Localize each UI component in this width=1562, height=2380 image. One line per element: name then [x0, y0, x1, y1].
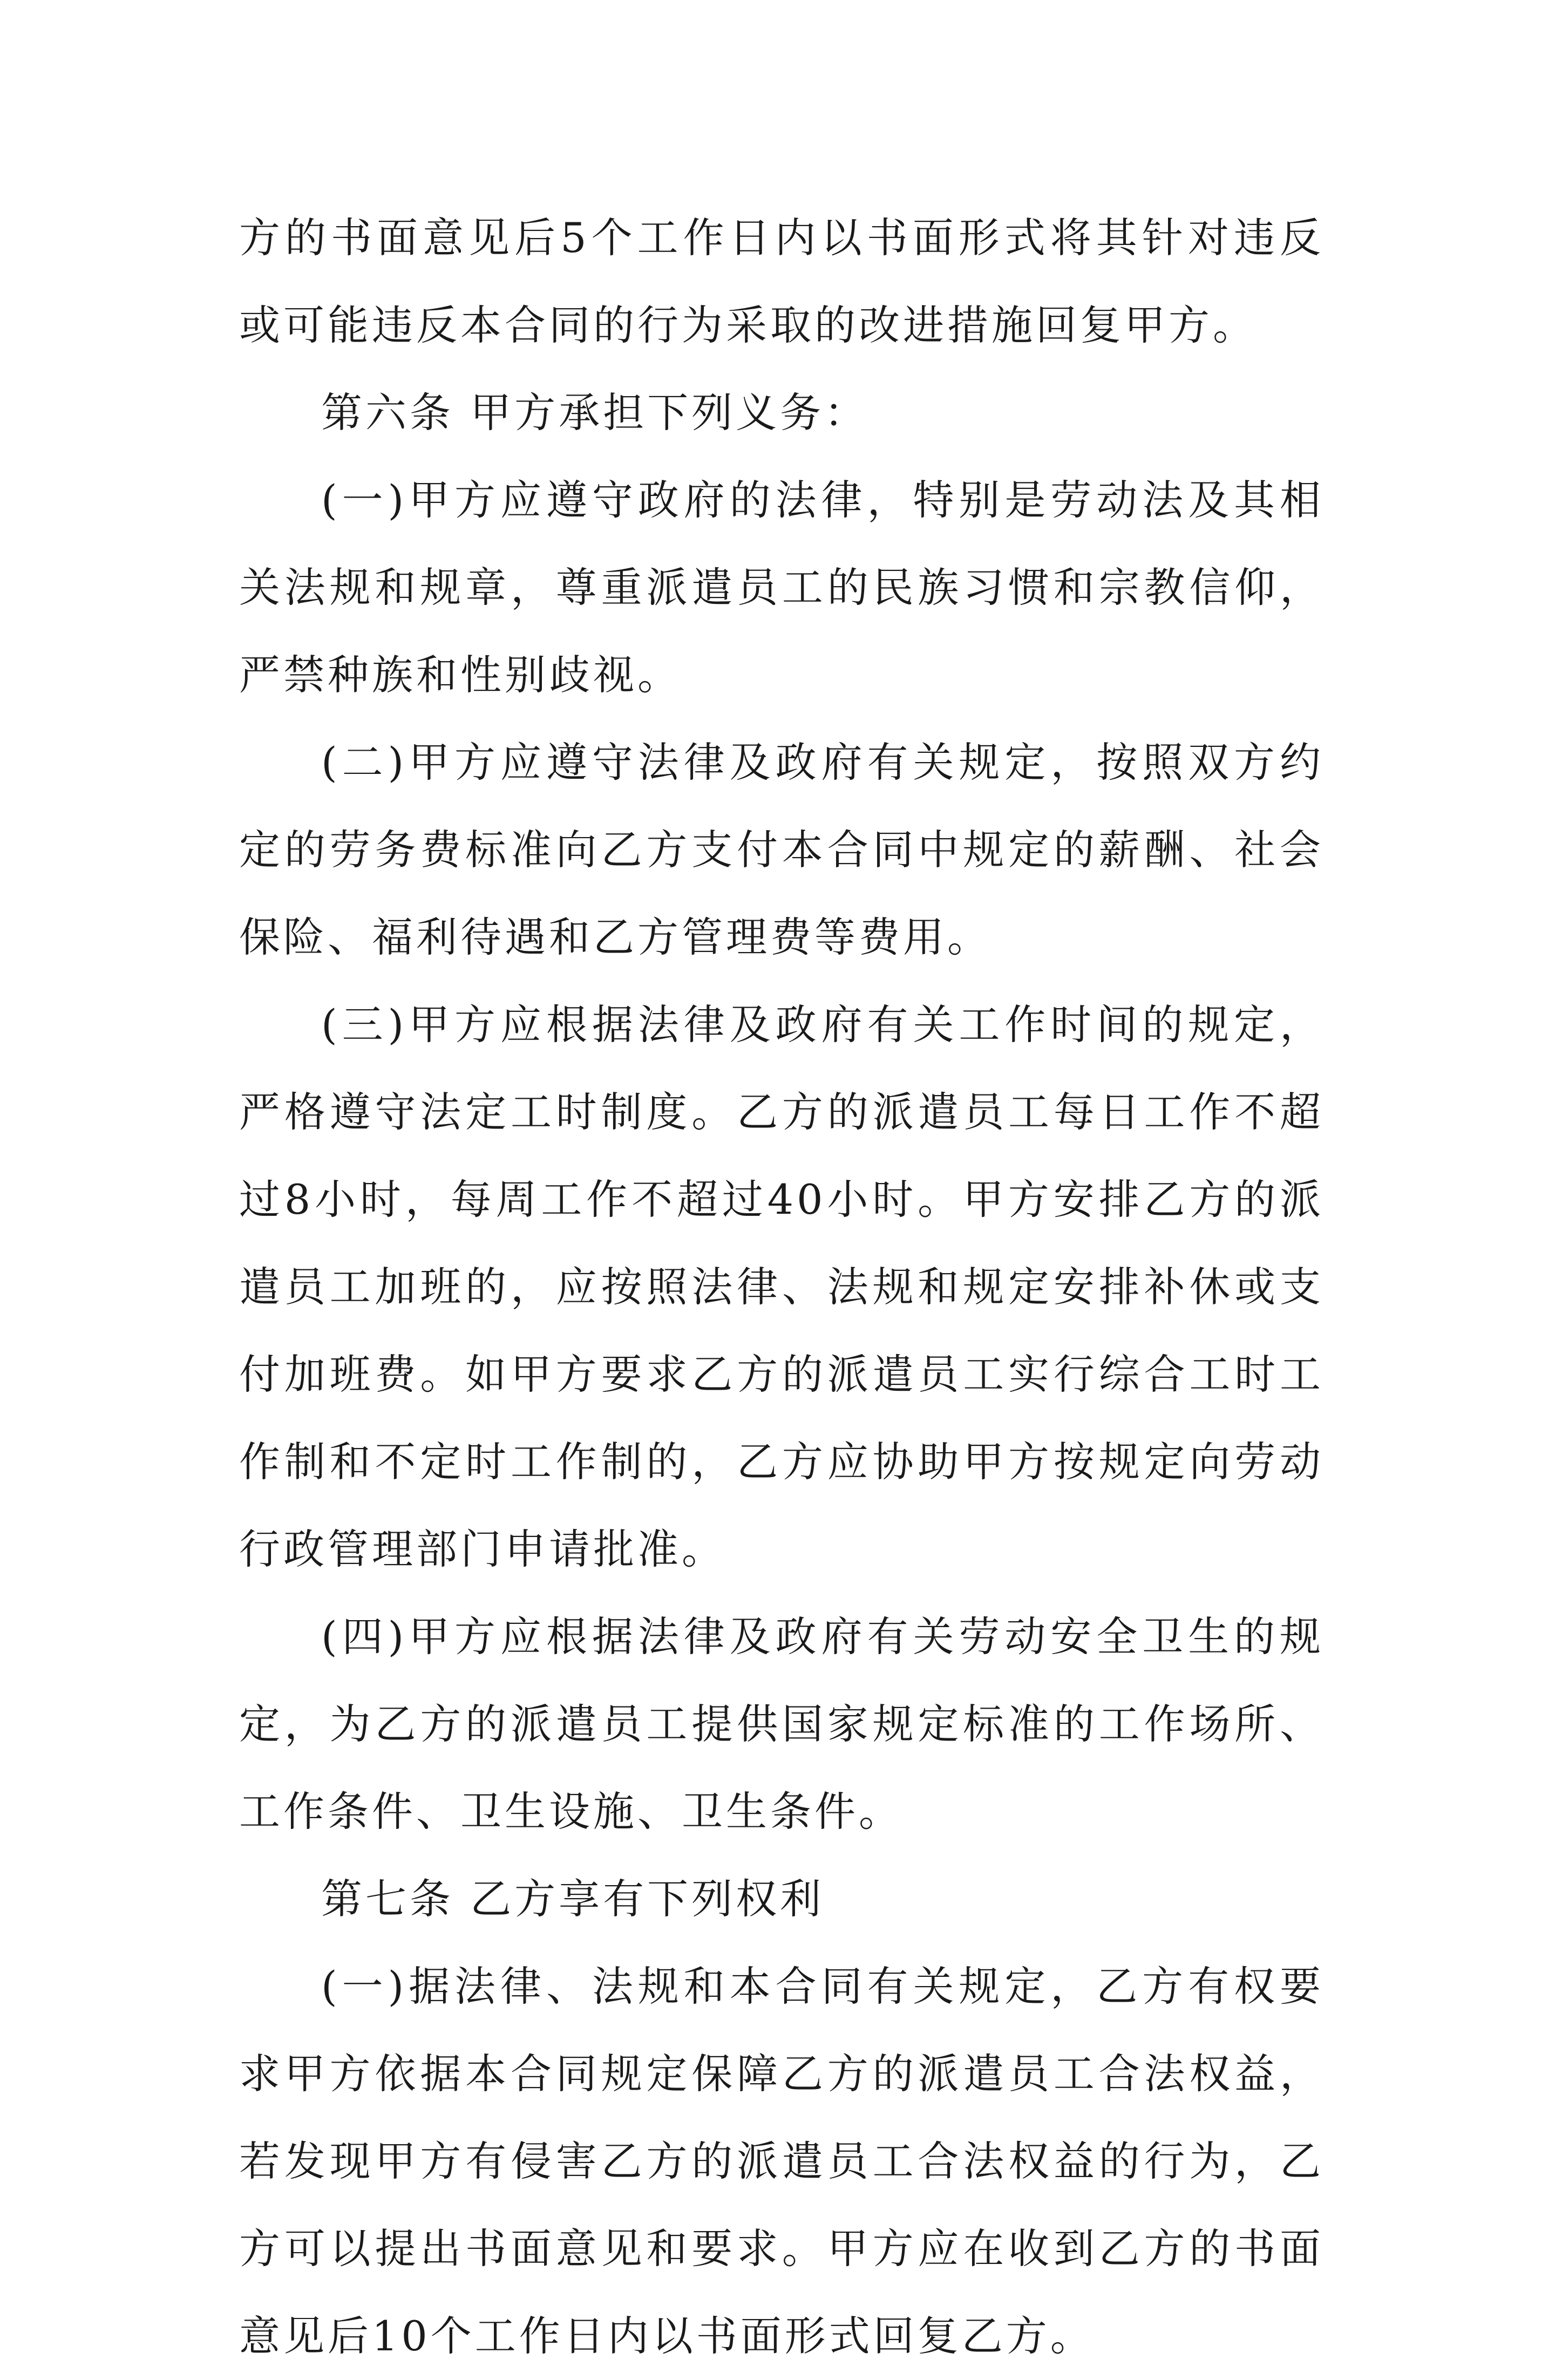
article-six-item-4: (四)甲方应根据法律及政府有关劳动安全卫生的规定，为乙方的派遣员工提供国家规定标准的工作场所、工作条件、卫生设施、卫生条件。 — [239, 1613, 1324, 1835]
article-seven-heading: 第七条 乙方享有下列权利 — [321, 1875, 825, 1923]
article-six-item-2: (二)甲方应遵守法律及政府有关规定，按照双方约定的劳务费标准向乙方支付本合同中规定的薪酬、社会保险、福利待遇和乙方管理费等费用。 — [239, 738, 1324, 961]
document-body — [239, 194, 1324, 2380]
paragraph-continuation: 方的书面意见后5个工作日内以书面形式将其针对违反或可能违反本合同的行为采取的改进措施回复甲方。 — [239, 214, 1324, 349]
article-six-item-3: (三)甲方应根据法律及政府有关工作时间的规定，严格遵守法定工时制度。乙方的派遣员工每日工作不超过8小时，每周工作不超过40小时。甲方安排乙方的派遣员工加班的，应按照法律、法规和规定安排补休或支付加班费。如甲方要求乙方的派遣员工实行综合工时工作制和不定时工作制的，乙方应协助甲方按规定向劳动行政管理部门申请批准。 — [239, 1001, 1324, 1573]
article-six-heading: 第六条 甲方承担下列义务： — [321, 389, 869, 437]
article-six-item-1: (一)甲方应遵守政府的法律，特别是劳动法及其相关法规和规章，尊重派遣员工的民族习惯和宗教信仰，严禁种族和性别歧视。 — [239, 476, 1324, 699]
article-seven-item-1: (一)据法律、法规和本合同有关规定，乙方有权要求甲方依据本合同规定保障乙方的派遣员工合法权益，若发现甲方有侵害乙方的派遣员工合法权益的行为，乙方可以提出书面意见和要求。甲方应在收到乙方的书面意见后10个工作日内以书面形式回复乙方。 — [239, 1962, 1324, 2360]
